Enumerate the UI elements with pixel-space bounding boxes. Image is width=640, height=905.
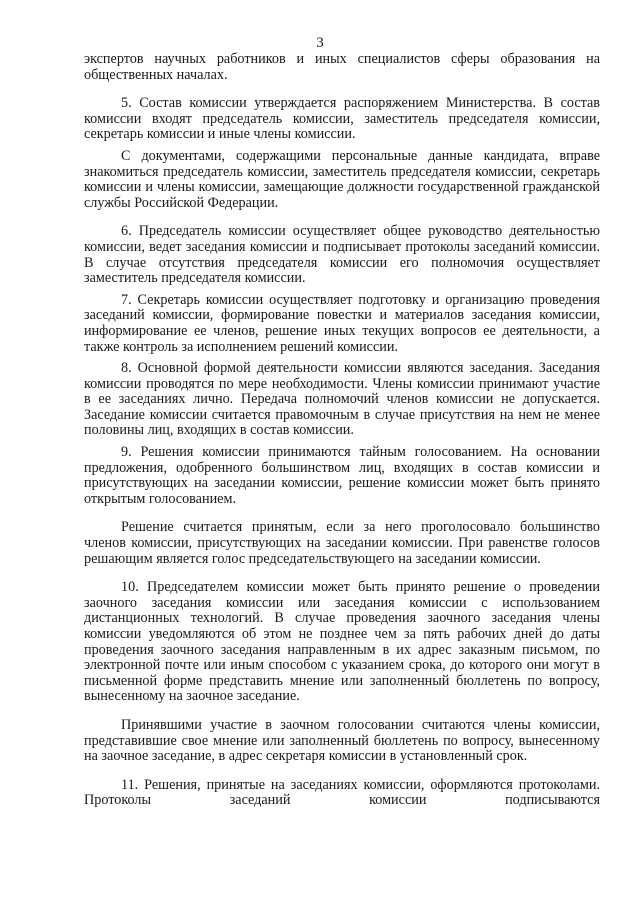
paragraph-decision-adopted: Решение считается принятым, если за него проголосовало большинство членов комиссии, присутствующих на заседании комиссии. При равенстве голосов решающим является голос председательствующего на заседании комиссии. — [84, 519, 600, 567]
paragraph-item-5: 5. Состав комиссии утверждается распоряжением Министерства. В состав комиссии входят председатель комиссии, заместитель председателя комиссии, секретарь комиссии и иные члены комиссии. — [84, 95, 600, 143]
document-body — [84, 52, 600, 815]
paragraph-continuation: экспертов научных работников и иных специалистов сферы образования на общественных началах. — [84, 51, 600, 83]
page-number: 3 — [316, 35, 324, 51]
paragraph-item-7: 7. Секретарь комиссии осуществляет подготовку и организацию проведения заседаний комиссии, формирование повестки и материалов заседания комиссии, информирование ее членов, решение иных текущих вопросов ее деятельности, а также контроль за исполнением решений комиссии. — [84, 291, 600, 355]
paragraph-item-8: 8. Основной формой деятельности комиссии являются заседания. Заседания комиссии проводятся по мере необходимости. Члены комиссии принимают участие в ее заседаниях лично. Передача полномочий членов комиссии не допускается. Заседание комиссии считается правомочным в случае присутствия на нем не менее половины лиц, входящих в состав комиссии. — [84, 360, 600, 439]
paragraph-item-10: 10. Председателем комиссии может быть принято решение о проведении заочного заседания комиссии или заседания комиссии с использованием дистанционных технологий. В случае проведения заочного заседания члены комиссии уведомляются об этом не позднее чем за пять рабочих дней до даты проведения заочного заседания направленным в их адрес заказным письмом, по электронной почте или иным способом с указанием срока, до которого они могут в письменной форме представить мнение или заполненный бюллетень по вопросу, вынесенному на заочное заседание. — [84, 579, 600, 705]
paragraph-item-9: 9. Решения комиссии принимаются тайным голосованием. На основании предложения, одобренного большинством лиц, входящих в состав комиссии и присутствующих на заседании комиссии, решение комиссии может быть принято открытым голосованием. — [84, 444, 600, 507]
paragraph-item-6: 6. Председатель комиссии осуществляет общее руководство деятельностью комиссии, ведет заседания комиссии и подписывает протоколы заседаний комиссии. В случае отсутствия председателя комиссии его полномочия осуществляет заместитель председателя комиссии. — [84, 223, 600, 287]
paragraph-item-11: 11. Решения, принятые на заседаниях комиссии, оформляются протоколами. Протоколы заседаний комиссии подписываются — [84, 776, 600, 809]
paragraph-access-to-personal-data: С документами, содержащими персональные данные кандидата, вправе знакомиться председатель комиссии, заместитель председателя комиссии, секретарь комиссии и члены комиссии, замещающие должности государственной гражданской службы Российской Федерации. — [84, 147, 600, 211]
paragraph-absentee-voting: Принявшими участие в заочном голосовании считаются члены комиссии, представившие свое мнение или заполненный бюллетень по вопросу, вынесенному на заочное заседание, в адрес секретаря комиссии в установленный срок. — [84, 716, 600, 765]
